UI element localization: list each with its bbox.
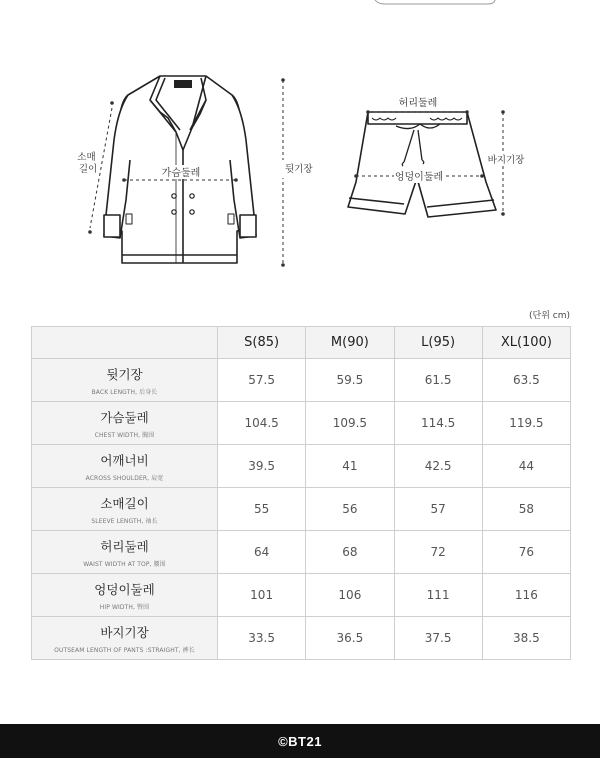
column-header: L(95) [394, 327, 482, 359]
brand-logo-text: ©BT21 [278, 733, 322, 749]
row-label-korean: 어깨너비 [100, 452, 149, 468]
row-label-cell [32, 531, 218, 574]
hip-label: 엉덩이둘레 [394, 172, 444, 183]
row-label-cell [32, 488, 218, 531]
row-label-english: OUTSEAM LENGTH OF PANTS :STRAIGHT, 裤长 [54, 646, 195, 654]
measurement-value-cell: 57.5 [218, 359, 306, 402]
measurement-value-cell: 44 [482, 445, 570, 488]
measurement-value-cell: 111 [394, 574, 482, 617]
row-label-korean: 허리둘레 [100, 538, 149, 554]
measurement-value-cell: 114.5 [394, 402, 482, 445]
measurement-value-cell: 61.5 [394, 359, 482, 402]
measurement-value-cell: 64 [218, 531, 306, 574]
measurement-value-cell: 119.5 [482, 402, 570, 445]
measurement-value-cell: 106 [306, 574, 394, 617]
back-length-label: 뒷기장 [285, 164, 313, 175]
row-label-cell [32, 402, 218, 445]
row-label-korean: 바지기장 [100, 624, 149, 640]
measurement-value-cell: 56 [306, 488, 394, 531]
size-table [31, 326, 571, 660]
row-label-english: ACROSS SHOULDER, 肩宽 [85, 474, 164, 482]
measurement-value-cell: 33.5 [218, 617, 306, 660]
chest-label: 가슴둘레 [161, 168, 201, 179]
column-header: XL(100) [482, 327, 570, 359]
measurement-value-cell: 101 [218, 574, 306, 617]
table-row [32, 617, 571, 660]
table-row [32, 445, 571, 488]
table-row [32, 574, 571, 617]
measurement-value-cell: 72 [394, 531, 482, 574]
table-row [32, 359, 571, 402]
measurement-value-cell: 58 [482, 488, 570, 531]
column-header: S(85) [218, 327, 306, 359]
row-label-cell [32, 574, 218, 617]
measurement-value-cell: 42.5 [394, 445, 482, 488]
measurement-value-cell: 57 [394, 488, 482, 531]
measurement-value-cell: 41 [306, 445, 394, 488]
measurement-value-cell: 37.5 [394, 617, 482, 660]
measurement-value-cell: 38.5 [482, 617, 570, 660]
footer-bar [0, 724, 600, 758]
row-label-cell [32, 445, 218, 488]
row-label-korean: 소매길이 [100, 495, 149, 511]
pants-length-label: 바지기장 [487, 155, 525, 166]
table-row [32, 402, 571, 445]
measurement-value-cell: 68 [306, 531, 394, 574]
measurement-value-cell: 116 [482, 574, 570, 617]
row-label-cell [32, 359, 218, 402]
row-label-english: SLEEVE LENGTH, 袖长 [91, 517, 158, 525]
measurement-diagram [0, 0, 600, 300]
measurement-value-cell: 36.5 [306, 617, 394, 660]
row-label-korean: 뒷기장 [106, 366, 143, 382]
row-label-korean: 가슴둘레 [100, 409, 149, 425]
row-label-english: BACK LENGTH, 后身长 [91, 388, 158, 396]
sleeve-length-label: 소매 길이 [77, 152, 98, 175]
measurement-value-cell: 109.5 [306, 402, 394, 445]
table-header-row [32, 327, 571, 359]
row-label-english: CHEST WIDTH, 胸围 [94, 431, 155, 439]
table-row [32, 531, 571, 574]
row-label-korean: 엉덩이둘레 [94, 581, 155, 597]
table-corner-cell [32, 327, 218, 359]
column-header: M(90) [306, 327, 394, 359]
row-label-english: HIP WIDTH, 臀围 [99, 603, 150, 611]
measurement-value-cell: 104.5 [218, 402, 306, 445]
table-row [32, 488, 571, 531]
measurement-value-cell: 63.5 [482, 359, 570, 402]
unit-label: (단위 cm) [529, 311, 570, 321]
row-label-english: WAIST WIDTH AT TOP, 腰围 [83, 560, 166, 568]
measurement-value-cell: 59.5 [306, 359, 394, 402]
measurement-value-cell: 76 [482, 531, 570, 574]
waist-label: 허리둘레 [398, 98, 438, 109]
shorts-illustration [348, 112, 496, 217]
row-label-cell [32, 617, 218, 660]
measurement-value-cell: 55 [218, 488, 306, 531]
measurement-value-cell: 39.5 [218, 445, 306, 488]
